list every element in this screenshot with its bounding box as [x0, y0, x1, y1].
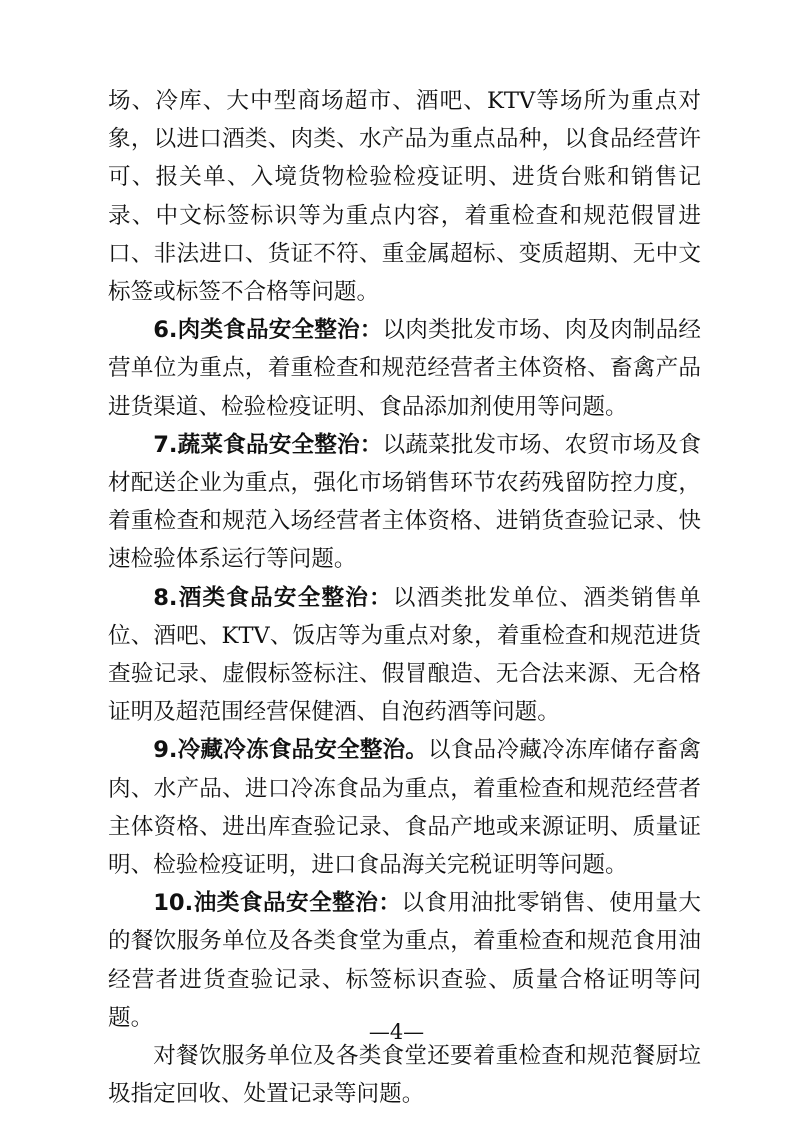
paragraph-meat-safety: [108, 311, 701, 426]
paragraph-continuation: [108, 82, 701, 311]
paragraph-liquor-safety: [108, 579, 701, 732]
paragraph-catering-waste: [108, 1037, 701, 1113]
paragraph-text: 以肉类批发市场、肉及肉制品经营单位为重点，着重检查和规范经营者主体资格、畜禽产品进货渠道、检验检疫证明、食品添加剂使用等问题。: [108, 317, 702, 420]
document-body: [108, 82, 701, 1113]
section-heading: 6.肉类食品安全整治：: [153, 317, 383, 344]
paragraph-text: 对餐饮服务单位及各类食堂还要着重检查和规范餐厨垃圾指定回收、处置记录等问题。: [108, 1043, 701, 1108]
page-number: —4—: [368, 1020, 425, 1044]
section-heading: 10.油类食品安全整治：: [153, 890, 402, 917]
paragraph-vegetable-safety: [108, 426, 701, 579]
paragraph-text: 以食用油批零销售、使用量大的餐饮服务单位及各类食堂为重点，着重检查和规范食用油经营者进货查验记录、标签标识查验、质量合格证明等问题。: [108, 890, 702, 1031]
paragraph-text: 以食品冷藏冷冻库储存畜禽肉、水产品、进口冷冻食品为重点，着重检查和规范经营者主体资格、进出库查验记录、食品产地或来源证明、质量证明、检验检疫证明，进口食品海关完税证明等问题。: [108, 737, 701, 879]
paragraph-text: 场、冷库、大中型商场超市、酒吧、KTV等场所为重点对象，以进口酒类、肉类、水产品为重点品种，以食品经营许可、报关单、入境货物检验检疫证明、进货台账和销售记录、中文标签标识等为重点内容，着重检查和规范假冒进口、非法进口、货证不符、重金属超标、变质超期、无中文标签或标签不合格等问题。: [108, 88, 701, 306]
section-heading: 7.蔬菜食品安全整治：: [153, 431, 383, 458]
paragraph-oil-safety: [108, 884, 701, 1037]
paragraph-text: 以酒类批发单位、酒类销售单位、酒吧、KTV、饭店等为重点对象，着重检查和规范进货查验记录、虚假标签标注、假冒酿造、无合法来源、无合格证明及超范围经营保健酒、自泡药酒等问题。: [108, 584, 701, 726]
paragraph-text: 以蔬菜批发市场、农贸市场及食材配送企业为重点，强化市场销售环节农药残留防控力度，着重检查和规范入场经营者主体资格、进销货查验记录、快速检验体系运行等问题。: [108, 431, 702, 573]
paragraph-cold-storage-safety: [108, 731, 701, 884]
section-heading: 9.冷藏冷冻食品安全整治。: [153, 737, 429, 764]
section-heading: 8.酒类食品安全整治：: [153, 584, 393, 611]
